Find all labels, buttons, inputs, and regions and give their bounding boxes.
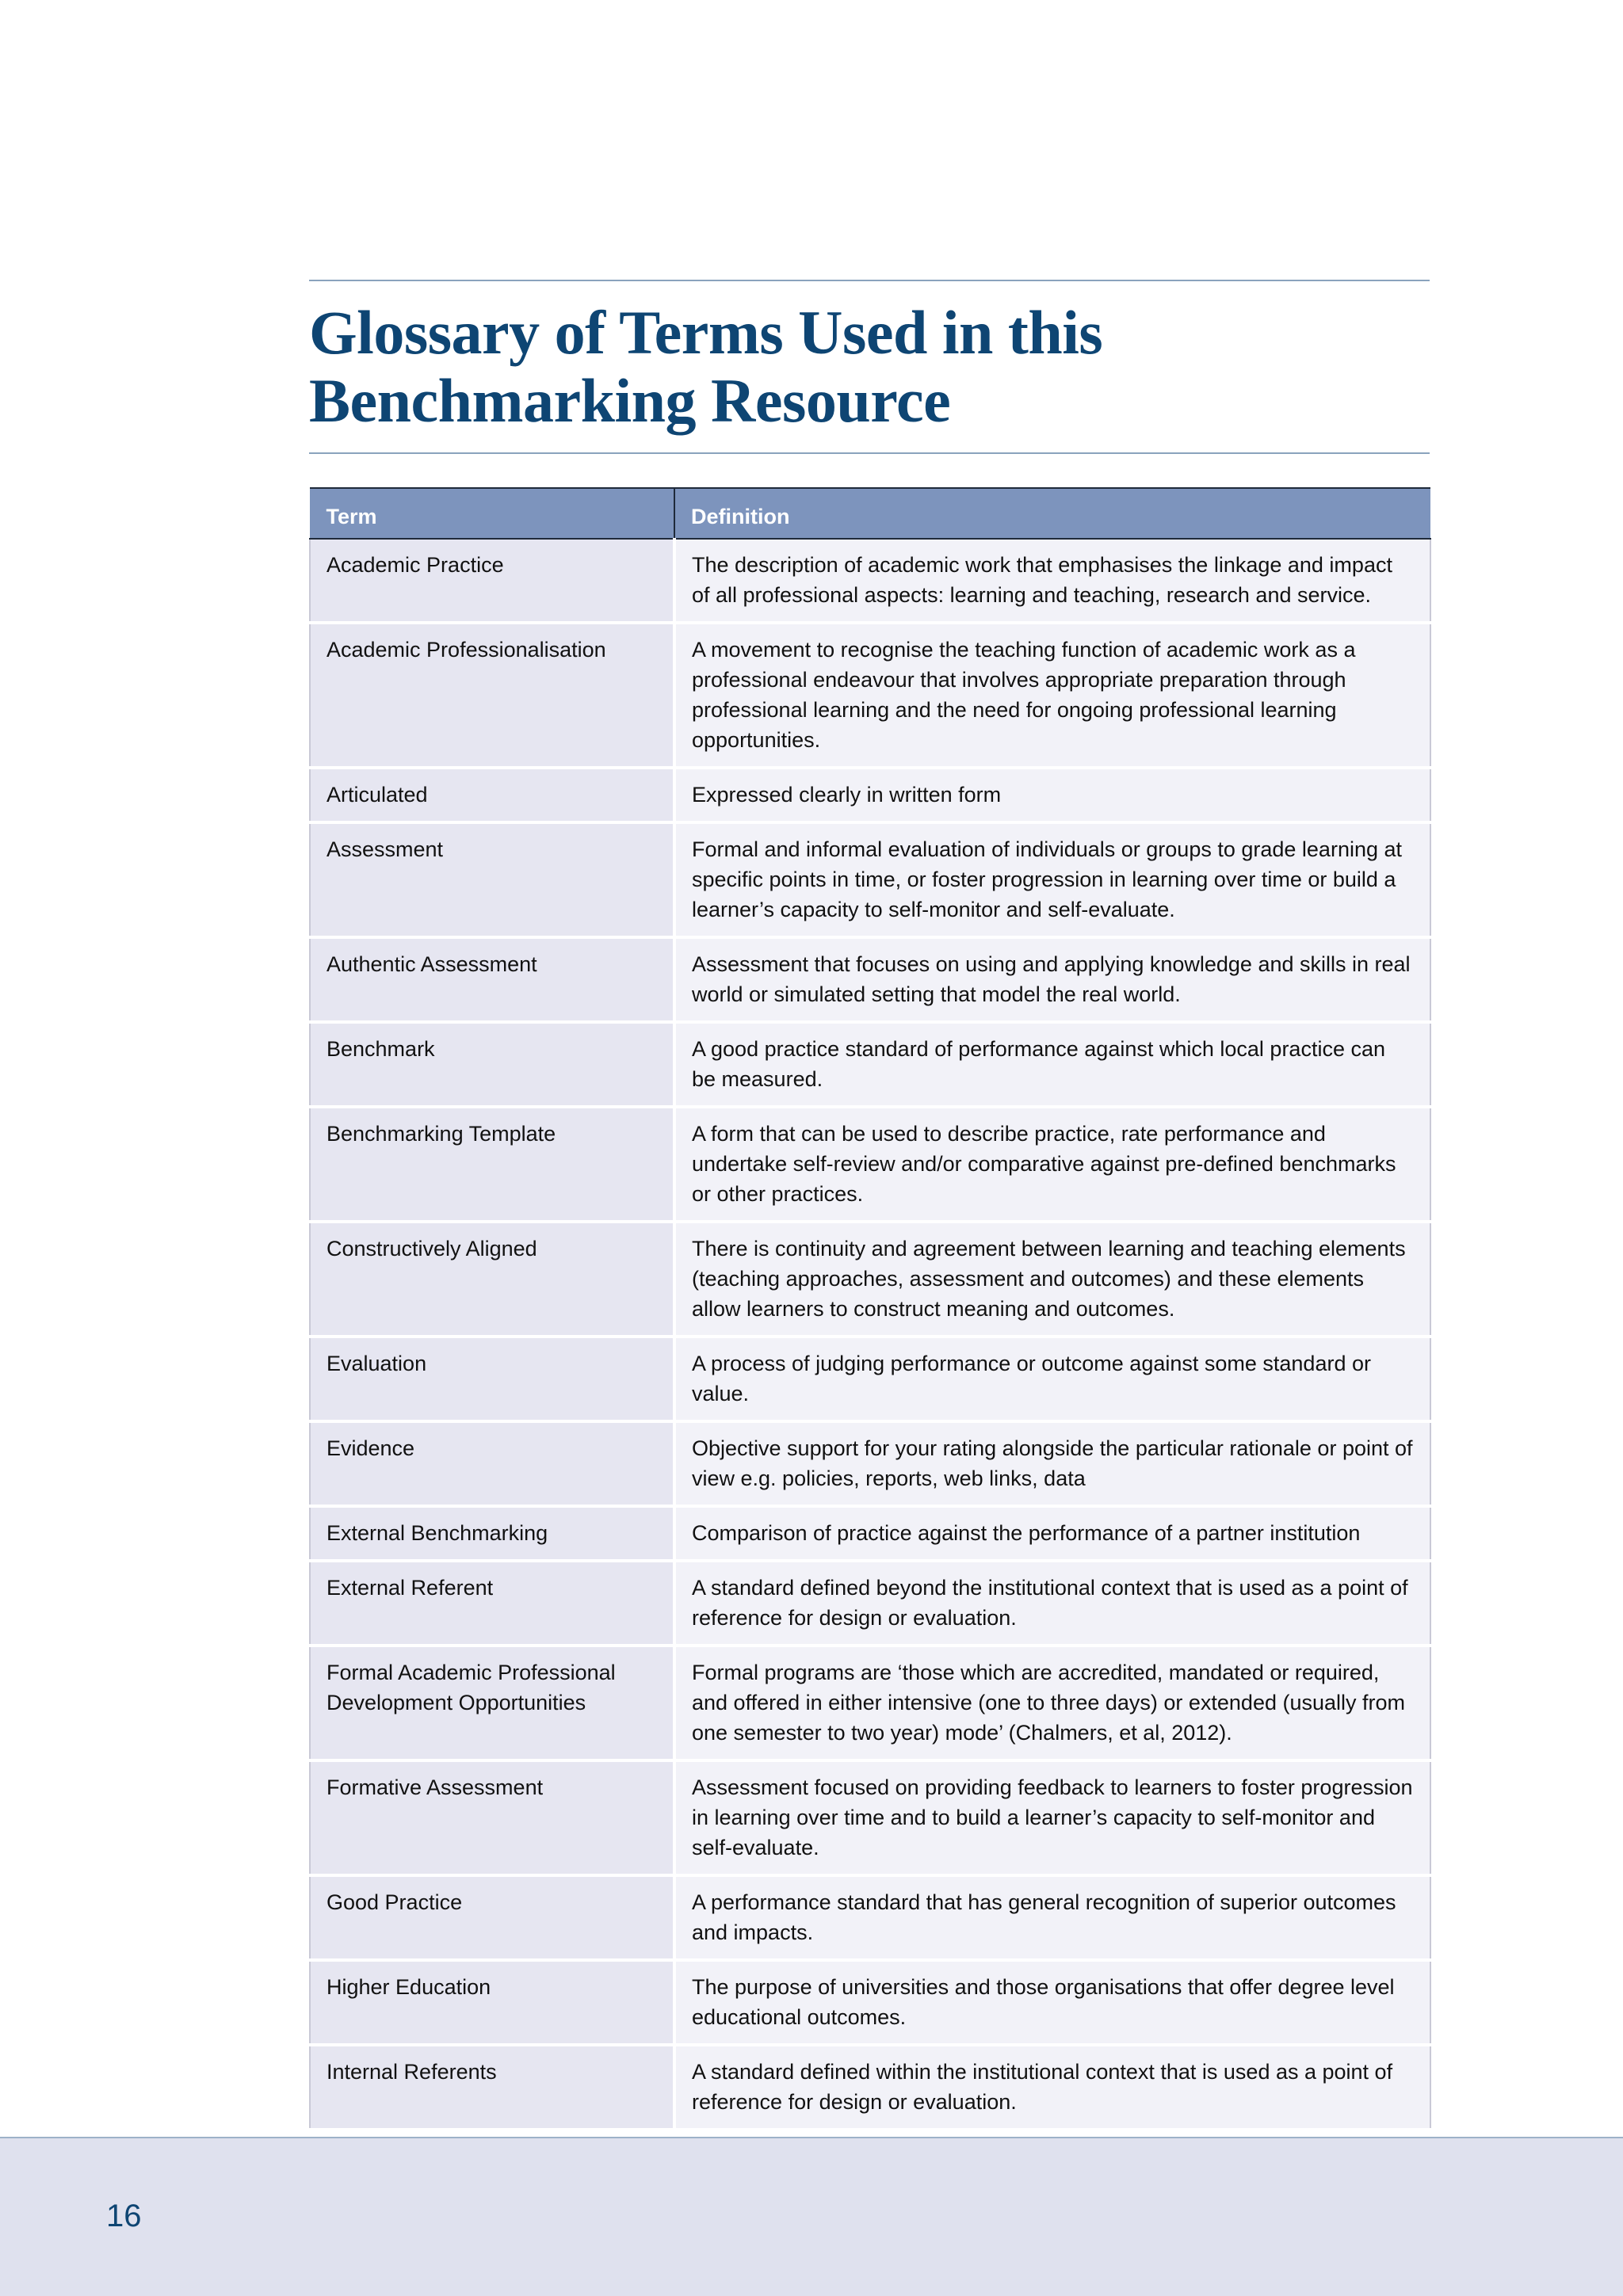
table-row (310, 1421, 1430, 1506)
term-cell: Good Practice (310, 1875, 674, 1960)
definition-cell: Objective support for your rating alongside the particular rationale or point of view e.g. policies, reports, web links, data (674, 1421, 1430, 1506)
term-cell: External Referent (310, 1561, 674, 1646)
term-cell: Benchmark (310, 1022, 674, 1107)
term-cell: Articulated (310, 768, 674, 822)
page-footer (0, 2137, 1623, 2296)
table-row (310, 1960, 1430, 2045)
definition-cell: A standard defined beyond the institutional context that is used as a point of reference for design or evaluation. (674, 1561, 1430, 1646)
table-row (310, 937, 1430, 1022)
definition-column-header: Definition (674, 488, 1430, 539)
definition-cell: The purpose of universities and those organisations that offer degree level educational outcomes. (674, 1960, 1430, 2045)
definition-cell: The description of academic work that emphasises the linkage and impact of all professional aspects: learning and teaching, research and service. (674, 539, 1430, 623)
term-cell: Constructively Aligned (310, 1222, 674, 1337)
term-cell: Formal Academic Professional Development Opportunities (310, 1646, 674, 1760)
term-cell: Evidence (310, 1421, 674, 1506)
term-cell: External Benchmarking (310, 1506, 674, 1561)
term-cell: Formative Assessment (310, 1760, 674, 1875)
definition-cell: There is continuity and agreement between learning and teaching elements (teaching approaches, assessment and outcomes) and these elements allow learners to construct meaning and outcomes. (674, 1222, 1430, 1337)
table-row (310, 1760, 1430, 1875)
table-row (310, 1646, 1430, 1760)
table-row (310, 1506, 1430, 1561)
term-cell: Assessment (310, 822, 674, 937)
term-cell: Evaluation (310, 1337, 674, 1421)
term-cell: Benchmarking Template (310, 1107, 674, 1222)
term-cell: Internal Referents (310, 2045, 674, 2130)
page-content (309, 280, 1430, 2131)
table-row (310, 1022, 1430, 1107)
definition-cell: A standard defined within the institutional context that is used as a point of reference for design or evaluation. (674, 2045, 1430, 2130)
table-row (310, 1561, 1430, 1646)
page-title: Glossary of Terms Used in this Benchmarking Resource (309, 298, 1103, 435)
glossary-table (309, 487, 1431, 2131)
definition-cell: Comparison of practice against the performance of a partner institution (674, 1506, 1430, 1561)
table-row (310, 1875, 1430, 1960)
definition-cell: Assessment focused on providing feedback to learners to foster progression in learning over time and to build a learner’s capacity to self-monitor and self-evaluate. (674, 1760, 1430, 1875)
definition-cell: A performance standard that has general recognition of superior outcomes and impacts. (674, 1875, 1430, 1960)
glossary-table-header (310, 488, 1430, 539)
table-row (310, 1222, 1430, 1337)
table-row (310, 623, 1430, 768)
header-row (310, 488, 1430, 539)
definition-cell: A form that can be used to describe practice, rate performance and undertake self-review and/or comparative against pre-defined benchmarks or other practices. (674, 1107, 1430, 1222)
definition-cell: A movement to recognise the teaching function of academic work as a professional endeavour that involves appropriate preparation through professional learning and the need for ongoing professional learning opportunities. (674, 623, 1430, 768)
definition-cell: A process of judging performance or outcome against some standard or value. (674, 1337, 1430, 1421)
definition-cell: A good practice standard of performance against which local practice can be measured. (674, 1022, 1430, 1107)
term-cell: Higher Education (310, 1960, 674, 2045)
term-cell: Academic Professionalisation (310, 623, 674, 768)
definition-cell: Assessment that focuses on using and applying knowledge and skills in real world or simulated setting that model the real world. (674, 937, 1430, 1022)
term-column-header: Term (310, 488, 674, 539)
table-row (310, 2045, 1430, 2130)
table-row (310, 539, 1430, 623)
term-cell: Authentic Assessment (310, 937, 674, 1022)
page-number: 16 (106, 2199, 142, 2233)
definition-cell: Formal programs are ‘those which are accredited, mandated or required, and offered in either intensive (one to three days) or extended (usually from one semester to two year) mode’ (Chalmers, et al, 2012). (674, 1646, 1430, 1760)
table-row (310, 768, 1430, 822)
table-row (310, 1107, 1430, 1222)
definition-cell: Formal and informal evaluation of individuals or groups to grade learning at specific points in time, or foster progression in learning over time or build a learner’s capacity to self-monitor and self-evaluate. (674, 822, 1430, 937)
table-row (310, 1337, 1430, 1421)
glossary-table-body (310, 539, 1430, 2130)
term-cell: Academic Practice (310, 539, 674, 623)
definition-cell: Expressed clearly in written form (674, 768, 1430, 822)
table-row (310, 822, 1430, 937)
